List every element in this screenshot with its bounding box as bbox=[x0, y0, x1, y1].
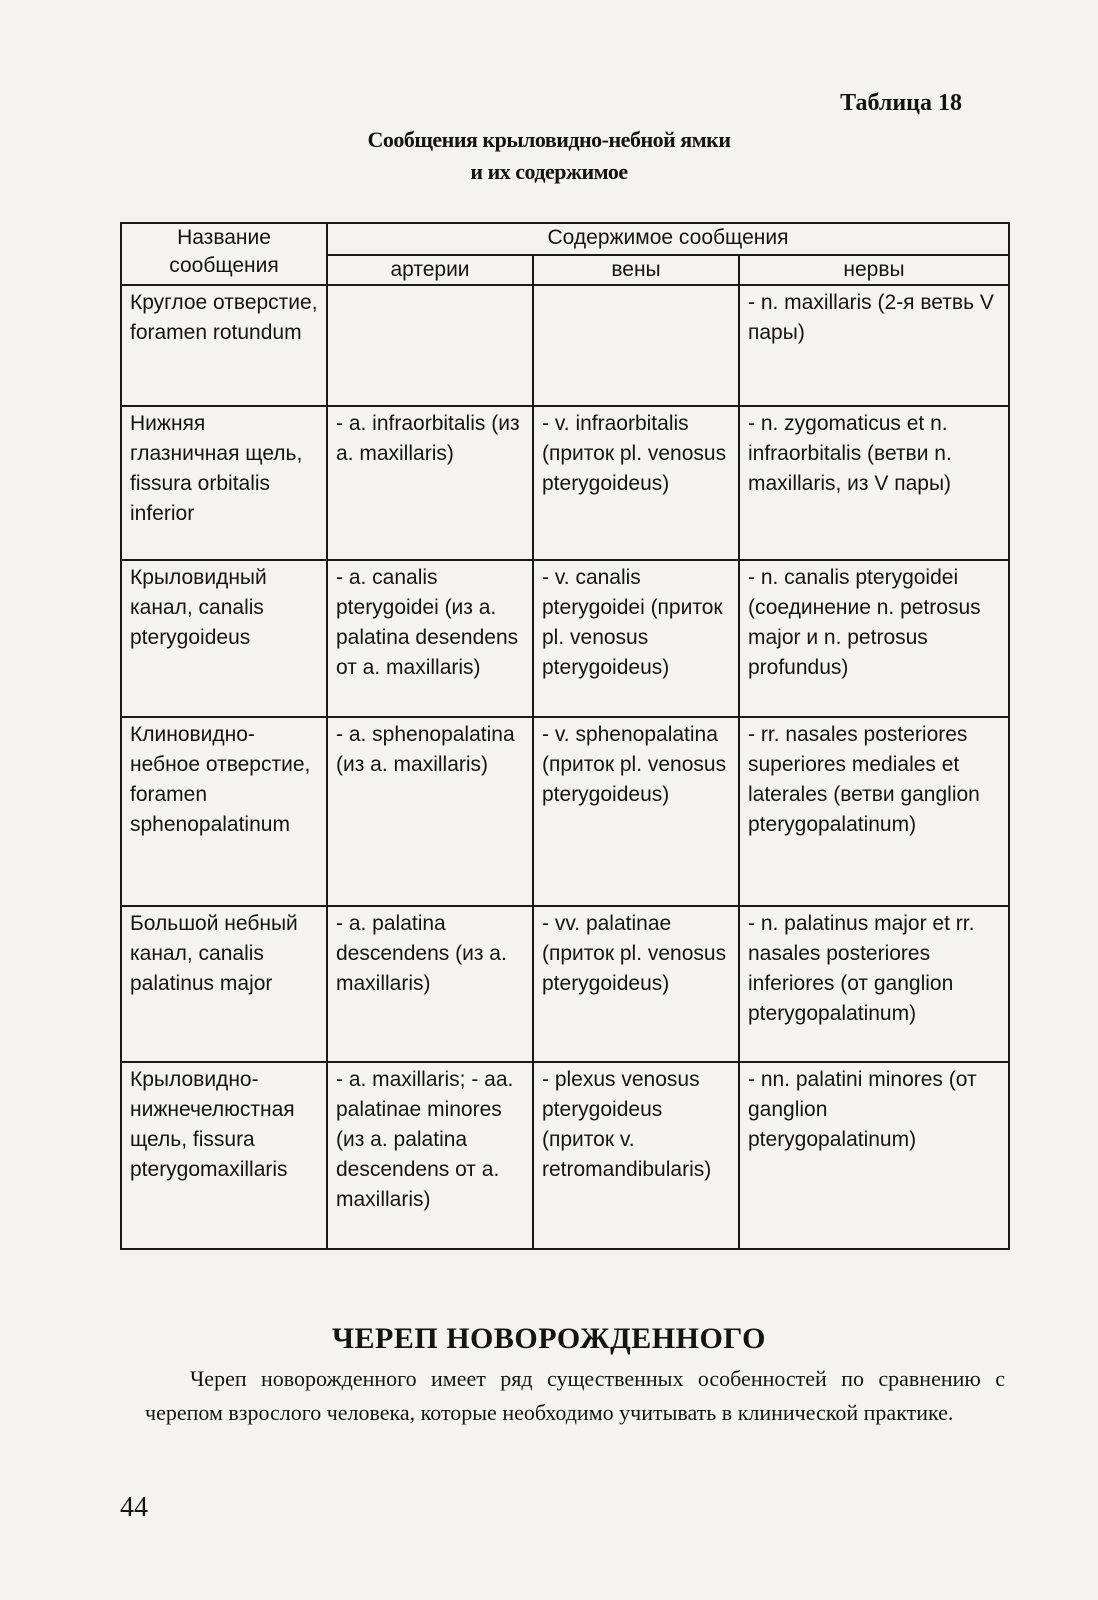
row-name-cell: Клиновидно-небное отверстие, foramen sphenopalatinum bbox=[121, 717, 327, 906]
body-paragraph: Череп новорожденного имеет ряд существенных особенностей по сравнению с черепом взрослого человека, которые необходимо учитывать в клинической практике. bbox=[145, 1366, 1005, 1425]
table-title bbox=[0, 124, 1098, 188]
table-title-line2: и их содержимое bbox=[470, 159, 628, 184]
table-row bbox=[121, 1062, 1009, 1249]
row-nerves-cell: - n. maxillaris (2-я ветвь V пары) bbox=[739, 285, 1009, 406]
table-row bbox=[121, 717, 1009, 906]
table-row bbox=[121, 285, 1009, 406]
row-name-cell: Крыловидно-нижнечелюстная щель, fissura pterygomaxillaris bbox=[121, 1062, 327, 1249]
row-nerves-cell: - n. palatinus major et rr. nasales posteriores inferiores (от ganglion pterygopalatinum) bbox=[739, 906, 1009, 1062]
header-arteries: артерии bbox=[327, 255, 533, 285]
row-arteries-cell bbox=[327, 285, 533, 406]
row-name-cell: Большой небный канал, canalis palatinus major bbox=[121, 906, 327, 1062]
row-veins-cell: - vv. palatinae (приток pl. venosus pterygoideus) bbox=[533, 906, 739, 1062]
header-veins: вены bbox=[533, 255, 739, 285]
row-arteries-cell: - a. sphenopalatina (из a. maxillaris) bbox=[327, 717, 533, 906]
header-name: Название сообщения bbox=[121, 223, 327, 285]
table-row bbox=[121, 560, 1009, 716]
row-nerves-cell: - rr. nasales posteriores superiores mediales et laterales (ветви ganglion pterygopalatinum) bbox=[739, 717, 1009, 906]
row-nerves-cell: - nn. palatini minores (от ganglion pterygopalatinum) bbox=[739, 1062, 1009, 1249]
row-veins-cell: - v. canalis pterygoidei (приток pl. venosus pterygoideus) bbox=[533, 560, 739, 716]
header-content: Содержимое сообщения bbox=[327, 223, 1009, 255]
table-label: Таблица 18 bbox=[840, 90, 962, 116]
row-name-cell: Крыловидный канал, canalis pterygoideus bbox=[121, 560, 327, 716]
table-row bbox=[121, 906, 1009, 1062]
row-nerves-cell: - n. canalis pterygoidei (соединение n. petrosus major и n. petrosus profundus) bbox=[739, 560, 1009, 716]
section-heading: ЧЕРЕП НОВОРОЖДЕННОГО bbox=[332, 1322, 766, 1355]
row-veins-cell bbox=[533, 285, 739, 406]
communications-table bbox=[120, 222, 1010, 1250]
row-arteries-cell: - a. palatina descendens (из a. maxillaris) bbox=[327, 906, 533, 1062]
table-title-line1: Сообщения крыловидно-небной ямки bbox=[367, 127, 731, 152]
row-arteries-cell: - a. canalis pterygoidei (из a. palatina desendens от a. maxillaris) bbox=[327, 560, 533, 716]
row-veins-cell: - plexus venosus pterygoideus (приток v. retromandibularis) bbox=[533, 1062, 739, 1249]
table-row bbox=[121, 406, 1009, 560]
row-arteries-cell: - a. maxillaris; - aa. palatinae minores (из a. palatina descendens от a. maxillaris) bbox=[327, 1062, 533, 1249]
row-veins-cell: - v. sphenopalatina (приток pl. venosus pterygoideus) bbox=[533, 717, 739, 906]
row-nerves-cell: - n. zygomaticus et n. infraorbitalis (ветви n. maxillaris, из V пары) bbox=[739, 406, 1009, 560]
row-name-cell: Круглое отверстие, foramen rotundum bbox=[121, 285, 327, 406]
header-nerves: нервы bbox=[739, 255, 1009, 285]
row-veins-cell: - v. infraorbitalis (приток pl. venosus pterygoideus) bbox=[533, 406, 739, 560]
row-arteries-cell: - a. infraorbitalis (из a. maxillaris) bbox=[327, 406, 533, 560]
row-name-cell: Нижняя глазничная щель, fissura orbitalis inferior bbox=[121, 406, 327, 560]
page-number: 44 bbox=[120, 1492, 148, 1523]
